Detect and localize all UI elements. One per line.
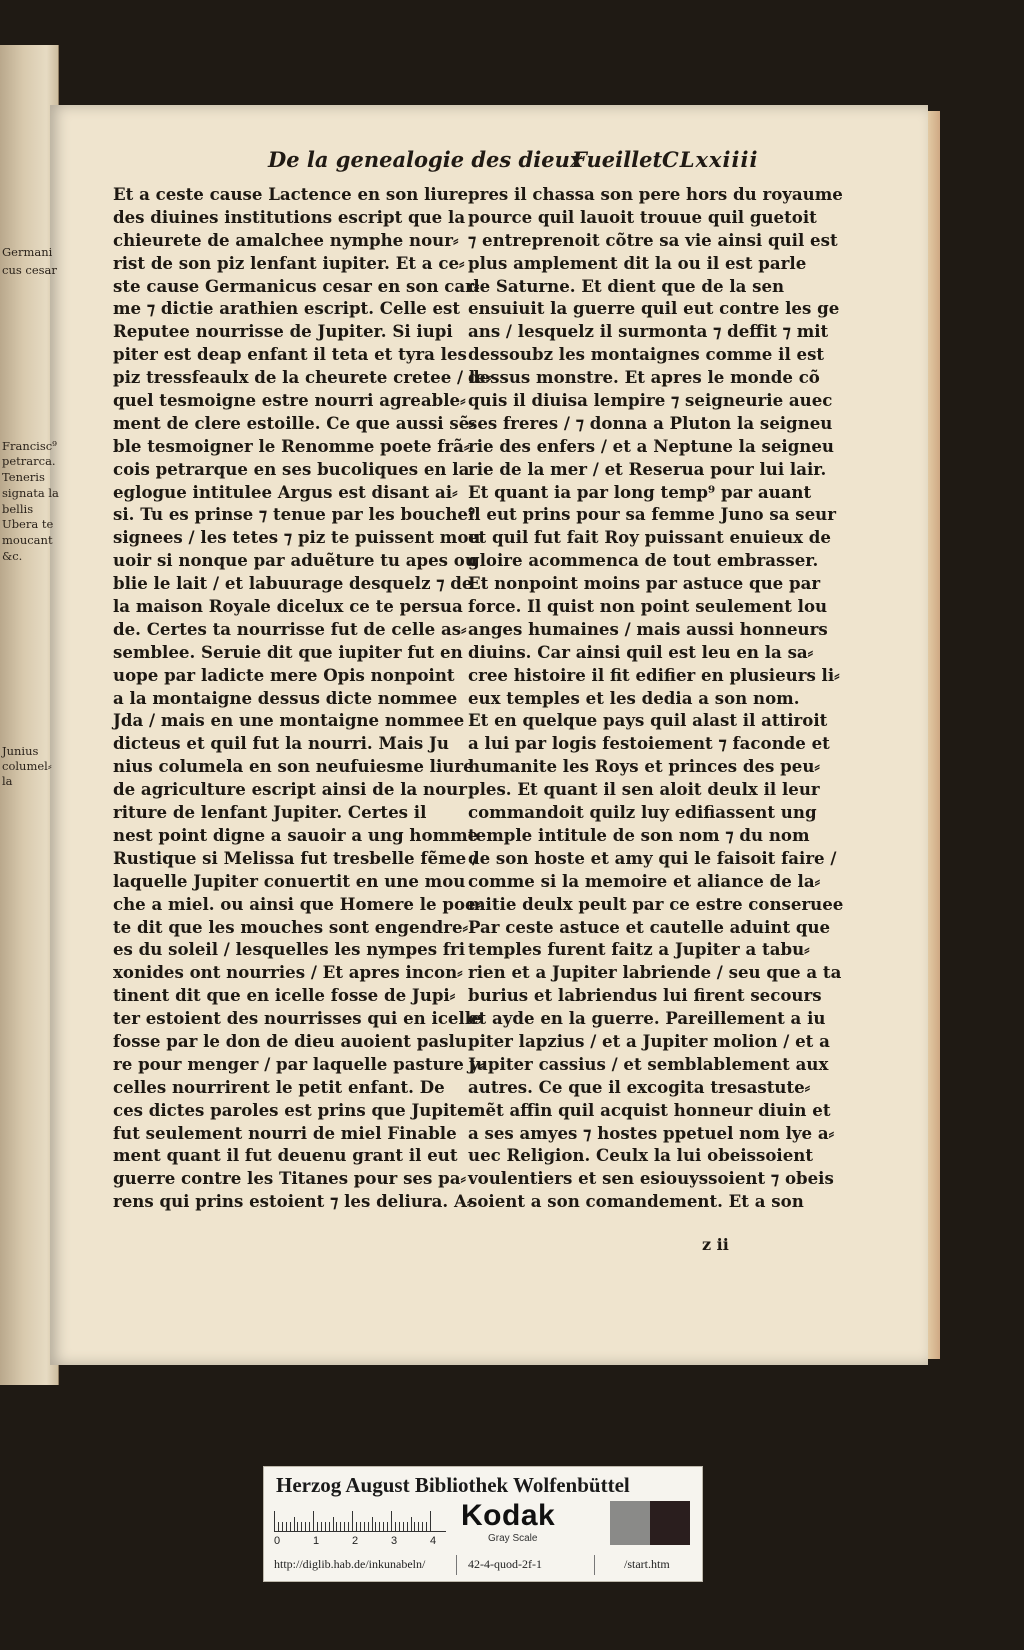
text-line: rist de son piz lenfant iupiter. Et a ce⸗ — [113, 252, 465, 273]
folio-number: CLxxiiii — [662, 147, 759, 172]
scale-ruler — [274, 1503, 446, 1532]
text-line: rien et a Jupiter labriende / seu que a ta — [468, 962, 842, 983]
ruler-label: 2 — [352, 1535, 359, 1547]
text-line: riture de lenfant Jupiter. Certes il — [113, 802, 427, 823]
text-line: tinent dit que en icelle fosse de Jupi⸗ — [113, 985, 456, 1006]
ruler-tick — [379, 1522, 380, 1531]
right-text-column — [468, 183, 843, 1213]
text-line: Jda / mais en une montaigne nommee — [113, 710, 465, 731]
ruler-tick — [333, 1517, 334, 1531]
text-line: chieurete de amalchee nymphe nour⸗ — [113, 229, 459, 250]
ruler-label: 4 — [430, 1535, 437, 1547]
text-line: cree histoire il fit edifier en plusieurs li⸗ — [468, 664, 840, 685]
margin-note: Francisc⁹ — [2, 439, 57, 453]
ruler-tick — [286, 1522, 287, 1531]
text-line: nest point digne a sauoir a ung homme — [113, 824, 479, 845]
text-line: piz tressfeaulx de la cheurete cretee / le⸗ — [113, 367, 492, 388]
ruler-tick — [344, 1522, 345, 1531]
text-line: cois petrarque en ses bucoliques en la — [113, 458, 470, 479]
ruler-labels — [274, 1535, 454, 1549]
ruler-tick — [364, 1522, 365, 1531]
gray-patch — [610, 1501, 650, 1545]
ruler-tick — [387, 1522, 388, 1531]
text-line: ment quant il fut deuenu grant il eut — [113, 1145, 458, 1166]
text-line: ste cause Germanicus cesar en son car⸗ — [113, 275, 480, 296]
text-line: es du soleil / lesquelles les nympes fri — [113, 939, 466, 960]
ruler-tick — [336, 1522, 337, 1531]
ruler-tick — [375, 1522, 376, 1531]
text-line: ses freres / ⁊ donna a Pluton la seigneu — [468, 412, 833, 433]
ruler-tick — [383, 1522, 384, 1531]
text-line: de agriculture escript ainsi de la nour — [113, 779, 467, 800]
text-line: dicteus et quil fut la nourri. Mais Ju — [113, 733, 449, 754]
page-edge — [928, 111, 940, 1359]
library-color-card — [263, 1466, 703, 1582]
text-line: dessoubz les montaignes comme il est — [468, 344, 825, 365]
text-line: Et quant ia par long temp⁹ par auant — [468, 481, 812, 502]
text-line: pource quil lauoit trouue quil guetoit — [468, 206, 817, 227]
text-line: xonides ont nourries / Et apres incon⸗ — [113, 962, 463, 983]
book-page — [50, 105, 928, 1365]
text-line: uec Religion. Ceulx la lui obeissoient — [468, 1145, 814, 1166]
start-link[interactable]: /start.htm — [624, 1557, 670, 1571]
text-line: ensuiuit la guerre quil eut contre les ge — [468, 298, 840, 319]
text-line: eux temples et les dedia a son nom. — [468, 687, 800, 708]
text-line: la maison Royale dicelux ce te persua — [113, 596, 463, 617]
ruler-tick — [294, 1517, 295, 1531]
text-line: eglogue intitulee Argus est disant ai⸗ — [113, 481, 458, 502]
text-line: semblee. Seruie dit que iupiter fut en — [113, 641, 463, 662]
text-line: soient a son comandement. Et a son — [468, 1191, 804, 1212]
margin-note: &c. — [2, 549, 23, 563]
ruler-tick — [372, 1517, 373, 1531]
text-line: quis il diuisa lempire ⁊ seigneurie auec — [468, 390, 833, 411]
text-line: gloire acommenca de tout embrasser. — [468, 550, 819, 571]
text-line: celles nourrirent le petit enfant. De — [113, 1076, 445, 1097]
text-line: temples furent faitz a Jupiter a tabu⸗ — [468, 939, 810, 960]
text-line: de Saturne. Et dient que de la sen — [468, 275, 785, 296]
text-line: des diuines institutions escript que la — [113, 206, 466, 227]
margin-note: signata la — [2, 486, 59, 500]
ruler-tick — [430, 1511, 431, 1531]
text-line: ces dictes paroles est prins que Jupiter — [113, 1099, 477, 1120]
text-line: Reputee nourrisse de Jupiter. Si iupi — [113, 321, 453, 342]
text-line: et quil fut fait Roy puissant enuieux de — [468, 527, 831, 548]
text-line: Par ceste astuce et cautelle aduint que — [468, 916, 831, 937]
ruler-tick — [313, 1511, 314, 1531]
gray-scale-label: Gray Scale — [488, 1533, 538, 1544]
ruler-tick — [321, 1522, 322, 1531]
text-line: a ses amyes ⁊ hostes ppetuel nom lye a⸗ — [468, 1122, 835, 1143]
dark-patch — [650, 1501, 690, 1545]
text-line: nius columela en son neufuiesme liure — [113, 756, 474, 777]
text-line: force. Il quist non point seulement lou — [468, 596, 828, 617]
ruler-tick — [290, 1522, 291, 1531]
text-line: mitie deulx peult par ce estre conseruee — [468, 893, 844, 914]
text-line: te dit que les mouches sont engendre⸗ — [113, 916, 469, 937]
ruler-tick — [348, 1522, 349, 1531]
margin-note: cus cesar — [2, 263, 57, 277]
ruler-label: 1 — [313, 1535, 320, 1547]
ruler-tick — [352, 1511, 353, 1531]
ruler-tick — [360, 1522, 361, 1531]
ruler-tick — [368, 1522, 369, 1531]
text-line: de son hoste et amy qui le faisoit faire / — [468, 847, 837, 868]
text-line: comme si la memoire et aliance de la⸗ — [468, 870, 821, 891]
text-line: ans / lesquelz il surmonta ⁊ deffit ⁊ mit — [468, 321, 829, 342]
text-line: Rustique si Melissa fut tresbelle fẽme / — [113, 847, 479, 868]
text-line: rens qui prins estoient ⁊ les deliura. A⸗ — [113, 1191, 473, 1212]
text-line: quel tesmoigne estre nourri agreable⸗ — [113, 390, 466, 411]
ruler-tick — [309, 1522, 310, 1531]
text-line: fosse par le don de dieu auoient paslu — [113, 1030, 467, 1051]
text-line: temple intitule de son nom ⁊ du nom — [468, 824, 810, 845]
ruler-tick — [305, 1522, 306, 1531]
running-header — [50, 147, 928, 177]
ruler-label: 3 — [391, 1535, 398, 1547]
text-line: piter est deap enfant il teta et tyra les — [113, 344, 467, 365]
text-line: a lui par logis festoiement ⁊ faconde et — [468, 733, 830, 754]
margin-note: Ubera te — [2, 517, 54, 531]
text-line: ble tesmoigner le Renomme poete frã⸗ — [113, 435, 470, 456]
ruler-tick — [403, 1522, 404, 1531]
text-line: ples. Et quant il sen aloit deulx il leur — [468, 779, 820, 800]
text-line: dessus monstre. Et apres le monde cõ — [468, 367, 820, 388]
ruler-tick — [325, 1522, 326, 1531]
text-line: plus amplement dit la ou il est parle — [468, 252, 807, 273]
digital-library-url[interactable]: http://diglib.hab.de/inkunabeln/ — [274, 1557, 426, 1571]
text-line: ment de clere estoille. Ce que aussi sẽ⸗ — [113, 412, 475, 433]
text-line: me ⁊ dictie arathien escript. Celle est — [113, 298, 461, 319]
signature-mark: z ii — [702, 1235, 729, 1254]
ruler-tick — [297, 1522, 298, 1531]
text-line: guerre contre les Titanes pour ses pa⸗ — [113, 1168, 466, 1189]
text-line: blie le lait / et labuurage desquelz ⁊ de — [113, 573, 473, 594]
text-line: a la montaigne dessus dicte nommee — [113, 687, 458, 708]
text-line: uoir si nonque par aduẽture tu apes ou — [113, 550, 477, 571]
text-line: il eut prins pour sa femme Juno sa seur — [468, 504, 836, 525]
shelfmark: 42-4-quod-2f-1 — [468, 1557, 542, 1571]
ruler-tick — [395, 1522, 396, 1531]
margin-note: Germani — [2, 245, 53, 259]
kodak-logo: Kodak — [461, 1499, 556, 1532]
ruler-tick — [329, 1522, 330, 1531]
text-line: et ayde en la guerre. Pareillement a iu — [468, 1008, 826, 1029]
text-line: ter estoient des nourrisses qui en icelle — [113, 1008, 482, 1029]
ruler-tick — [426, 1522, 427, 1531]
ruler-tick — [391, 1511, 392, 1531]
text-line: voulentiers et sen esiouyssoient ⁊ obeis — [468, 1168, 834, 1189]
ruler-tick — [274, 1511, 275, 1531]
text-line: piter lapzius / et a Jupiter molion / et a — [468, 1030, 830, 1051]
text-line: signees / les tetes ⁊ piz te puissent mou — [113, 527, 481, 548]
margin-note: Junius — [2, 744, 39, 758]
text-line: fut seulement nourri de miel Finable — [113, 1122, 457, 1143]
left-text-column — [113, 183, 491, 1213]
ruler-tick — [422, 1522, 423, 1531]
ruler-tick — [411, 1517, 412, 1531]
text-line: pres il chassa son pere hors du royaume — [468, 184, 843, 204]
ruler-tick — [317, 1522, 318, 1531]
text-line: anges humaines / mais aussi honneurs — [468, 618, 828, 639]
text-line: autres. Ce que il excogita tresastute⸗ — [468, 1076, 811, 1097]
text-line: Et a ceste cause Lactence en son liure — [113, 184, 469, 204]
margin-note: la — [2, 774, 13, 788]
text-line: rie de la mer / et Reserua pour lui lair. — [468, 458, 827, 479]
ruler-tick — [340, 1522, 341, 1531]
text-line: burius et labriendus lui firent secours — [468, 985, 822, 1006]
text-line: laquelle Jupiter conuertit en une mou — [113, 870, 466, 891]
ruler-tick — [407, 1522, 408, 1531]
text-line: commandoit quilz luy edifiassent ung — [468, 802, 817, 823]
text-line: rie des enfers / et a Neptune la seigneu — [468, 435, 834, 456]
text-line: Et nonpoint moins par astuce que par — [468, 573, 821, 594]
folio-label: Fueillet — [572, 147, 663, 172]
margin-note: Teneris — [2, 470, 45, 484]
margin-note: moucant — [2, 533, 53, 547]
text-line: mẽt affin quil acquist honneur diuin et — [468, 1099, 831, 1120]
text-line: Et en quelque pays quil alast il attiroit — [468, 710, 828, 731]
card-footer — [264, 1555, 702, 1575]
text-line: re pour menger / par laquelle pasture y⸗ — [113, 1053, 485, 1074]
ruler-tick — [301, 1522, 302, 1531]
ruler-tick — [356, 1522, 357, 1531]
ruler-label: 0 — [274, 1535, 281, 1547]
ruler-tick — [418, 1522, 419, 1531]
header-title: De la genealogie des dieux — [268, 147, 583, 172]
text-line: humanite les Roys et princes des peu⸗ — [468, 756, 820, 777]
margin-note: bellis — [2, 502, 34, 516]
library-name: Herzog August Bibliothek Wolfenbüttel — [276, 1473, 630, 1497]
text-line: Jupiter cassius / et semblablement aux — [468, 1053, 829, 1074]
text-line: uope par ladicte mere Opis nonpoint — [113, 664, 455, 685]
margin-note: petrarca. — [2, 454, 56, 468]
text-line: che a miel. ou ainsi que Homere le poe⸗ — [113, 893, 482, 914]
ruler-tick — [278, 1522, 279, 1531]
ruler-tick — [282, 1522, 283, 1531]
text-line: si. Tu es prinse ⁊ tenue par les bouche⁹ — [113, 504, 476, 525]
text-line: diuins. Car ainsi quil est leu en la sa⸗ — [468, 641, 814, 662]
ruler-tick — [399, 1522, 400, 1531]
margin-note: columel⸗ — [2, 759, 52, 773]
text-line: ⁊ entreprenoit cõtre sa vie ainsi quil est — [468, 229, 838, 250]
text-line: de. Certes ta nourrisse fut de celle as⸗ — [113, 618, 467, 639]
ruler-tick — [414, 1522, 415, 1531]
